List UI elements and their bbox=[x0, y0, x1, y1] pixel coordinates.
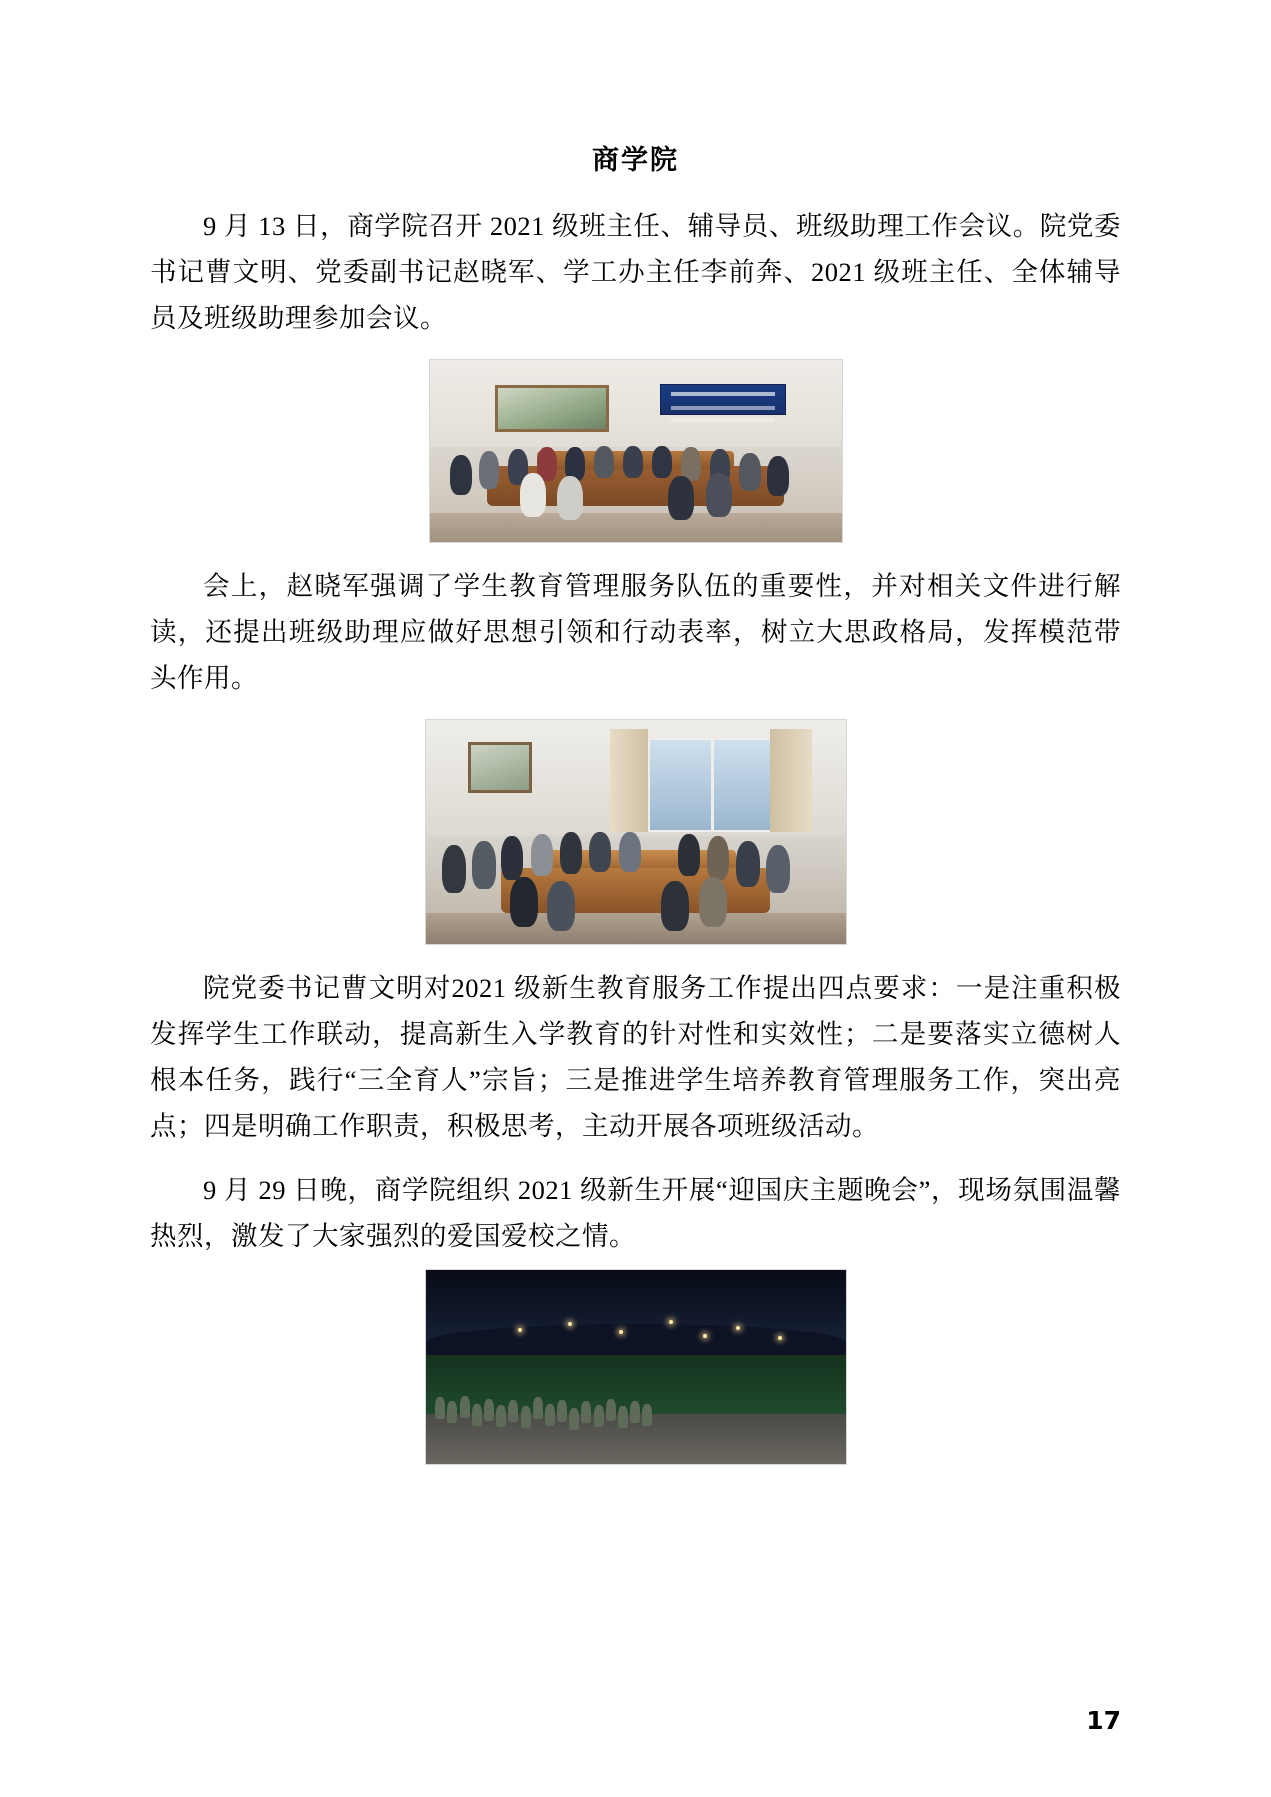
meeting-banner bbox=[660, 384, 786, 415]
paragraph-1: 9 月 13 日，商学院召开 2021 级班主任、辅导员、班级助理工作会议。院党委书记曹文明、党委副书记赵晓军、学工办主任李前奔、2021 级班主任、全体辅导员及班级助理参加会议。 bbox=[150, 211, 1121, 333]
window bbox=[648, 738, 778, 832]
paragraph-2: 会上，赵晓军强调了学生教育管理服务队伍的重要性，并对相关文件进行解读，还提出班级助理应做好思想引领和行动表率，树立大思政格局，发挥模范带头作用。 bbox=[150, 571, 1121, 693]
student-crowd bbox=[426, 1371, 670, 1437]
photo-floor bbox=[430, 513, 842, 542]
wall-painting bbox=[468, 742, 533, 793]
photo-floor bbox=[426, 913, 846, 944]
wall-painting bbox=[495, 385, 608, 431]
evening-party-photo bbox=[425, 1269, 847, 1465]
page-number: 17 bbox=[1086, 1706, 1121, 1735]
paragraph-4: 9 月 29 日晚，商学院组织 2021 级新生开展“迎国庆主题晚会”，现场氛围温馨热烈，激发了大家强烈的爱国爱校之情。 bbox=[150, 1175, 1121, 1251]
meeting-photo-1 bbox=[429, 359, 843, 543]
figure-3 bbox=[150, 1269, 1121, 1465]
meeting-photo-2 bbox=[425, 719, 847, 945]
figure-2 bbox=[150, 719, 1121, 945]
paragraph-3: 院党委书记曹文明对2021 级新生教育服务工作提出四点要求：一是注重积极发挥学生工作联动，提高新生入学教育的针对性和实效性；二是要落实立德树人根本任务，践行“三全育人”宗旨；三是推进学生培养教育管理服务工作，突出亮点；四是明确工作职责，积极思考，主动开展各项班级活动。 bbox=[150, 973, 1121, 1141]
curtain-left bbox=[610, 729, 648, 832]
page-title: 商学院 bbox=[592, 145, 679, 176]
curtain-right bbox=[770, 729, 812, 832]
figure-1 bbox=[150, 359, 1121, 543]
hill-silhouette bbox=[426, 1324, 846, 1355]
